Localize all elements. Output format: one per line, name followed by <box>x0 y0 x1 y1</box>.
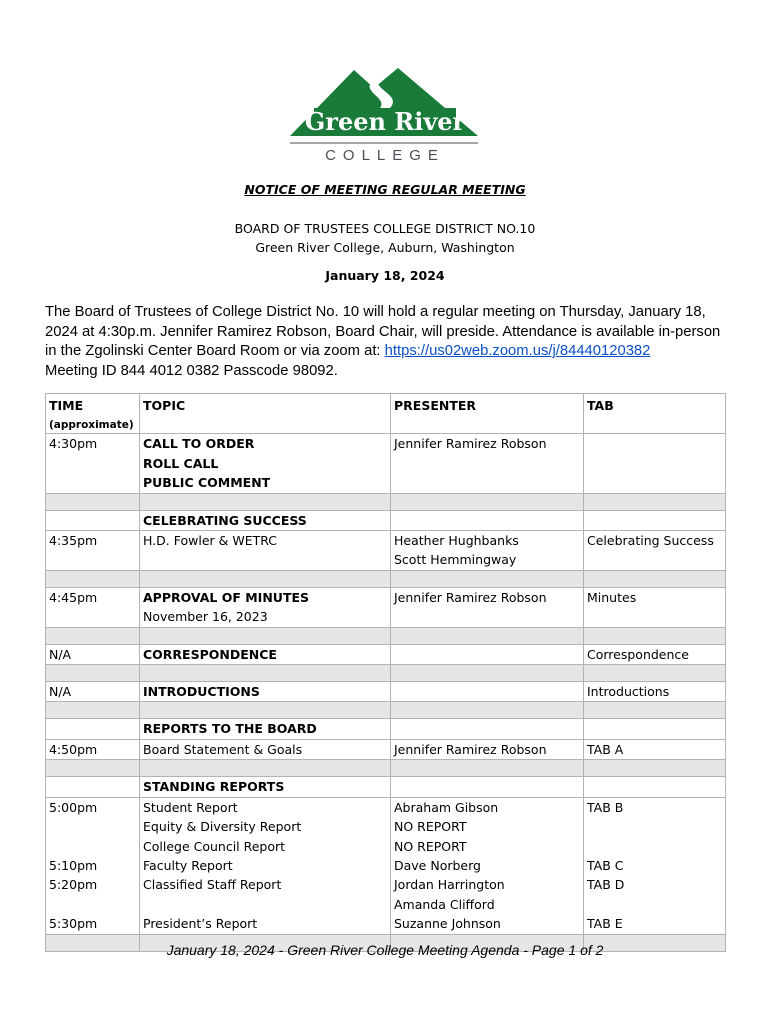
spacer-cell <box>46 760 140 777</box>
tab-cell <box>584 797 726 934</box>
table-row <box>46 531 726 571</box>
cell-line: Jennifer Ramirez Robson <box>394 741 547 757</box>
cell-line: CELEBRATING SUCCESS <box>143 512 307 528</box>
cell-line <box>587 454 722 473</box>
cell-line <box>587 895 722 914</box>
cell-line: Student Report <box>143 799 238 815</box>
cell-line <box>49 837 136 856</box>
table-header-row <box>46 394 726 434</box>
time-cell <box>46 682 140 702</box>
cell-line <box>143 550 387 569</box>
time-cell <box>46 719 140 739</box>
spacer-cell <box>584 760 726 777</box>
cell-line: TAB C <box>587 857 624 873</box>
table-row <box>46 587 726 627</box>
meeting-date: January 18, 2024 <box>325 268 445 283</box>
table-row <box>46 682 726 702</box>
topic-cell <box>140 739 391 759</box>
spacer-cell <box>46 493 140 510</box>
cell-line: TAB A <box>587 741 624 757</box>
cell-line: Amanda Clifford <box>394 896 495 912</box>
spacer-cell <box>584 665 726 682</box>
cell-line: 5:10pm <box>49 857 98 873</box>
spacer-cell <box>140 665 391 682</box>
table-row <box>46 739 726 759</box>
cell-line: Faculty Report <box>143 857 233 873</box>
cell-line: Scott Hemmingway <box>394 552 517 568</box>
presenter-cell <box>391 739 584 759</box>
time-cell <box>46 739 140 759</box>
topic-cell <box>140 797 391 934</box>
cell-line: 4:30pm <box>49 436 98 452</box>
spacer-cell <box>584 493 726 510</box>
presenter-cell <box>391 587 584 627</box>
presenter-cell <box>391 797 584 934</box>
presenter-cell <box>391 510 584 530</box>
cell-line: Correspondence <box>587 646 689 662</box>
time-cell <box>46 797 140 934</box>
cell-line: Dave Norberg <box>394 857 481 873</box>
table-row <box>46 644 726 664</box>
cell-line: INTRODUCTIONS <box>143 684 260 700</box>
cell-line: President’s Report <box>143 916 258 932</box>
cell-line: 4:35pm <box>49 533 98 549</box>
cell-line: ROLL CALL <box>143 455 219 471</box>
cell-line <box>394 719 580 738</box>
cell-line: 5:20pm <box>49 877 98 893</box>
cell-line: Celebrating Success <box>587 533 714 549</box>
cell-line: Classified Staff Report <box>143 877 282 893</box>
cell-line <box>394 473 580 492</box>
table-row <box>46 797 726 934</box>
cell-line: Board Statement & Goals <box>143 741 303 757</box>
cell-line: N/A <box>49 684 72 700</box>
tab-cell <box>584 434 726 493</box>
cell-line: N/A <box>49 646 72 662</box>
header-time: TIME (approximate) <box>46 394 140 434</box>
spacer-cell <box>391 570 584 587</box>
cell-line <box>49 777 136 796</box>
cell-line: 4:50pm <box>49 741 98 757</box>
cell-line: Jennifer Ramirez Robson <box>394 589 547 605</box>
cell-line: Equity & Diversity Report <box>143 819 302 835</box>
presenter-cell <box>391 644 584 664</box>
time-cell <box>46 777 140 797</box>
cell-line <box>587 777 722 796</box>
spacer-cell <box>140 570 391 587</box>
cell-line: November 16, 2023 <box>143 609 268 625</box>
table-row <box>46 777 726 797</box>
place-line: Green River College, Auburn, Washington <box>255 240 515 255</box>
spacer-cell <box>140 627 391 644</box>
presenter-cell <box>391 682 584 702</box>
spacer-row <box>46 702 726 719</box>
tab-cell <box>584 644 726 664</box>
cell-line <box>394 777 580 796</box>
cell-line: Jennifer Ramirez Robson <box>394 436 547 452</box>
tab-cell <box>584 510 726 530</box>
spacer-cell <box>46 627 140 644</box>
spacer-cell <box>46 702 140 719</box>
cell-line: Suzanne Johnson <box>394 916 501 932</box>
table-row <box>46 434 726 493</box>
time-cell <box>46 510 140 530</box>
cell-line <box>394 645 580 664</box>
tab-cell <box>584 719 726 739</box>
cell-line <box>394 511 580 530</box>
spacer-cell <box>391 760 584 777</box>
time-cell <box>46 587 140 627</box>
spacer-cell <box>140 702 391 719</box>
topic-cell <box>140 777 391 797</box>
cell-line <box>587 607 722 626</box>
cell-line <box>394 682 580 701</box>
topic-cell <box>140 719 391 739</box>
spacer-cell <box>391 627 584 644</box>
cell-line: Jordan Harrington <box>394 877 505 893</box>
cell-line: TAB D <box>587 877 625 893</box>
spacer-cell <box>391 665 584 682</box>
cell-line <box>587 550 722 569</box>
tab-cell <box>584 777 726 797</box>
cell-line: 4:45pm <box>49 589 98 605</box>
cell-line <box>587 719 722 738</box>
cell-line: H.D. Fowler & WETRC <box>143 533 278 549</box>
spacer-row <box>46 570 726 587</box>
meeting-id-text: Meeting ID 844 4012 0382 Passcode 98092. <box>45 362 338 379</box>
presenter-cell <box>391 434 584 493</box>
cell-line <box>587 837 722 856</box>
table-row <box>46 719 726 739</box>
cell-line: 5:00pm <box>49 799 98 815</box>
presenter-cell <box>391 777 584 797</box>
cell-line: TAB E <box>587 916 623 932</box>
green-river-college-logo <box>288 64 482 164</box>
zoom-link[interactable]: https://us02web.zoom.us/j/84440120382 <box>384 343 651 359</box>
intro-paragraph <box>45 303 735 381</box>
cell-line <box>49 895 136 914</box>
logo-wordmark: Green River <box>304 107 466 136</box>
page-footer: January 18, 2024 - Green River College Meeting Agenda - Page 1 of 2 <box>166 942 604 958</box>
cell-line: REPORTS TO THE BOARD <box>143 721 317 737</box>
spacer-cell <box>391 493 584 510</box>
spacer-cell <box>140 493 391 510</box>
cell-line: College Council Report <box>143 838 286 854</box>
topic-cell <box>140 531 391 571</box>
cell-line: Abraham Gibson <box>394 799 499 815</box>
topic-cell <box>140 644 391 664</box>
time-cell <box>46 644 140 664</box>
header-topic: TOPIC <box>140 394 391 434</box>
cell-line: STANDING REPORTS <box>143 779 285 795</box>
cell-line <box>587 434 722 453</box>
tab-cell <box>584 682 726 702</box>
topic-cell <box>140 510 391 530</box>
cell-line: NO REPORT <box>394 838 467 854</box>
presenter-cell <box>391 719 584 739</box>
cell-line: Minutes <box>587 589 637 605</box>
spacer-cell <box>391 702 584 719</box>
cell-line: TAB B <box>587 799 624 815</box>
logo-subtext: COLLEGE <box>325 147 445 164</box>
agenda-table <box>45 393 726 952</box>
cell-line <box>49 719 136 738</box>
notice-title: NOTICE OF MEETING REGULAR MEETING <box>244 182 526 197</box>
board-line: BOARD OF TRUSTEES COLLEGE DISTRICT NO.10 <box>234 221 536 236</box>
cell-line: PUBLIC COMMENT <box>143 475 271 491</box>
cell-line <box>587 817 722 836</box>
spacer-cell <box>46 665 140 682</box>
cell-line: Introductions <box>587 684 670 700</box>
cell-line <box>49 511 136 530</box>
topic-cell <box>140 682 391 702</box>
cell-line <box>587 473 722 492</box>
topic-cell <box>140 587 391 627</box>
spacer-row <box>46 760 726 777</box>
cell-line: 5:30pm <box>49 916 98 932</box>
topic-cell <box>140 434 391 493</box>
tab-cell <box>584 587 726 627</box>
cell-line <box>394 607 580 626</box>
cell-line <box>49 817 136 836</box>
cell-line <box>394 454 580 473</box>
cell-line <box>143 895 387 914</box>
spacer-cell <box>584 702 726 719</box>
cell-line: NO REPORT <box>394 819 467 835</box>
cell-line <box>587 511 722 530</box>
table-row <box>46 510 726 530</box>
cell-line: Heather Hughbanks <box>394 533 519 549</box>
time-cell <box>46 434 140 493</box>
time-cell <box>46 531 140 571</box>
spacer-row <box>46 493 726 510</box>
spacer-row <box>46 665 726 682</box>
header-presenter: PRESENTER <box>391 394 584 434</box>
spacer-cell <box>46 570 140 587</box>
spacer-cell <box>584 570 726 587</box>
spacer-cell <box>140 760 391 777</box>
intro-text: The Board of Trustees of College District No. 10 will hold a regular meeting on Thursday, January 18, 2024 at 4:30p.m. Jennifer Ramirez Robson, Board Chair, will preside. Attendance is available in-person in the Zgolinski Center Board Room or via zoom at: <box>45 304 721 359</box>
tab-cell <box>584 531 726 571</box>
presenter-cell <box>391 531 584 571</box>
spacer-row <box>46 627 726 644</box>
cell-line: APPROVAL OF MINUTES <box>143 589 310 605</box>
cell-line: CALL TO ORDER <box>143 436 255 452</box>
tab-cell <box>584 739 726 759</box>
header-tab: TAB <box>584 394 726 434</box>
spacer-cell <box>584 627 726 644</box>
cell-line: CORRESPONDENCE <box>143 646 277 662</box>
